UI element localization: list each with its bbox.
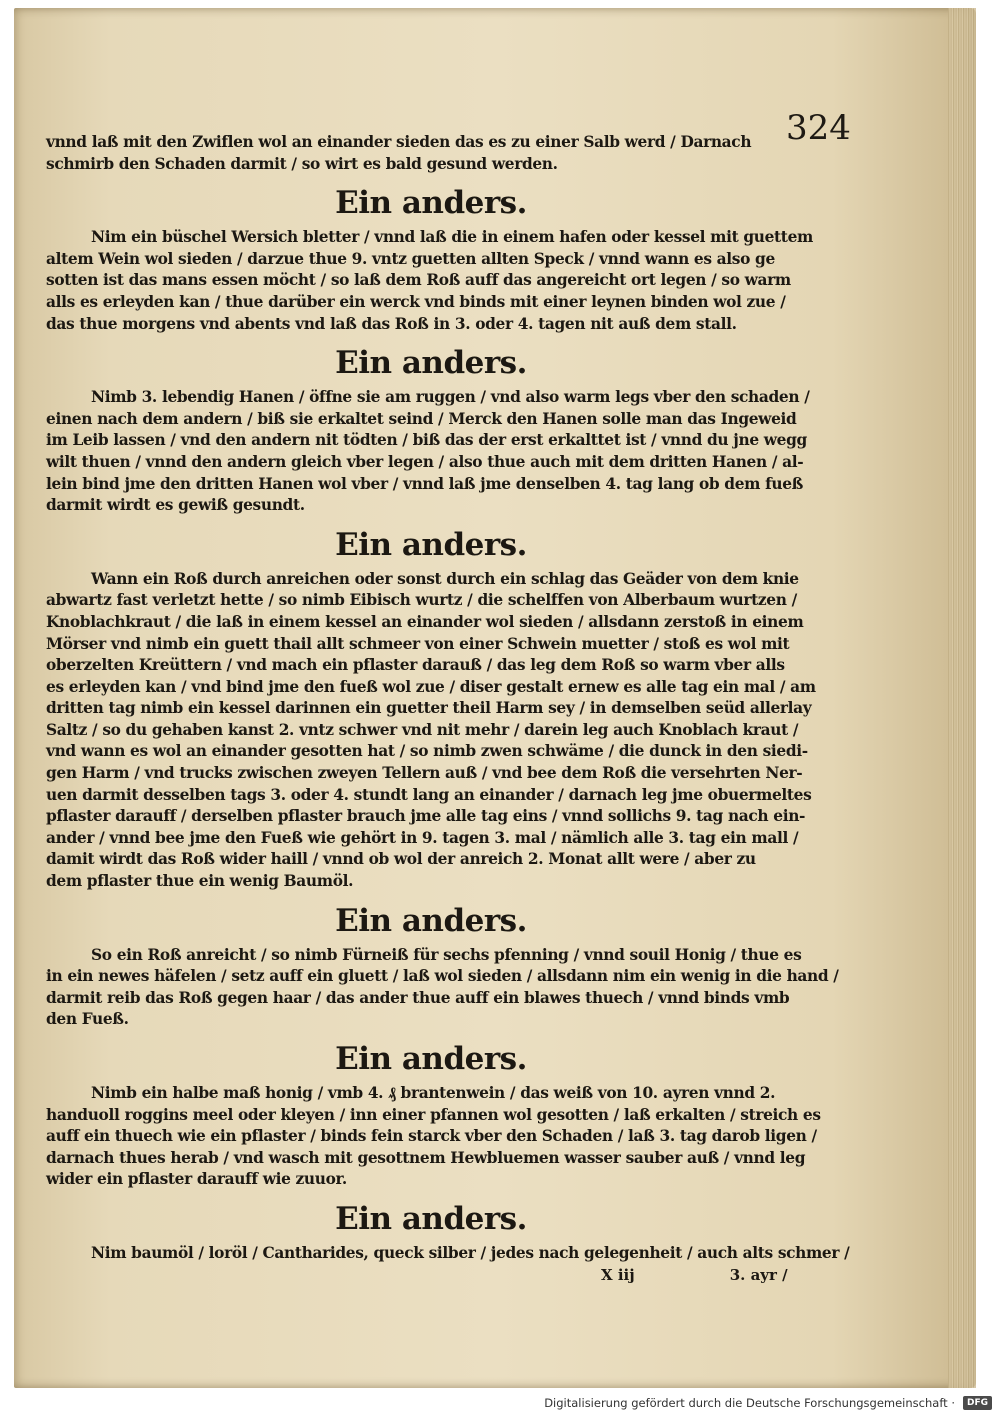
text-line: es erleyden kan / vnd bind jme den fueß wol zue / diser gestalt ernew es alle tag ein mal / am	[46, 677, 816, 696]
text-line: Wann ein Roß durch anreichen oder sonst durch ein schlag das Geäder von dem knie	[91, 569, 799, 588]
text-line: Nimb ein halbe maß honig / vmb 4. ₰ brantenwein / das weiß von 10. ayren vnnd 2.	[91, 1084, 776, 1102]
text-line: Knoblachkraut / die laß in einem kessel an einander wol sieden / allsdann zerstoß in einem	[46, 612, 804, 631]
text-line: wilt thuen / vnnd den andern gleich vber legen / also thue auch mit dem dritten Hanen / al-	[46, 452, 804, 471]
dfg-logo: DFG	[963, 1396, 992, 1410]
text-line: pflaster darauff / derselben pflaster brauch jme alle tag eins / vnnd sollichs 9. tag nach ein-	[46, 807, 806, 826]
signature-mark: X iij	[601, 1265, 635, 1284]
paragraph	[46, 1083, 821, 1191]
page-number: 324	[786, 108, 851, 148]
page-text	[46, 132, 850, 1286]
text-line: gen Harm / vnd trucks zwischen zweyen Tellern auß / vnd bee dem Roß die versehrten Ner-	[46, 764, 803, 783]
text-line: auff ein thuech wie ein pflaster / binds fein starck vber den Schaden / laß 3. tag darob ligen /	[46, 1127, 817, 1146]
text-line: schmirb den Schaden darmit / so wirt es bald gesund werden.	[46, 154, 558, 173]
text-line: dritten tag nimb ein kessel darinnen ein guetter theil Harm sey / in demselben seüd allerlay	[46, 699, 812, 718]
text-line: Nim baumöl / loröl / Cantharides, queck silber / jedes nach gelegenheit / auch alts schmer /	[91, 1243, 850, 1262]
text-line: handuoll roggins meel oder kleyen / inn einer pfannen wol gesotten / laß erkalten / streich es	[46, 1105, 821, 1124]
text-line: uen darmit desselben tags 3. oder 4. stundt lang an einander / darnach leg jme obuermeltes	[46, 785, 812, 804]
section-heading: Ein anders.	[335, 345, 527, 382]
text-line: alls es erleyden kan / thue darüber ein werck vnd binds mit einer leynen binden wol zue /	[46, 292, 786, 311]
section-heading: Ein anders.	[335, 1041, 527, 1077]
signature-line	[601, 1265, 816, 1286]
footer	[0, 1388, 1000, 1418]
text-line: vnd wann es wol an einander gesotten hat / so nimb zwen schwäme / die dunck in den siedi-	[46, 742, 808, 761]
text-line: darnach thues herab / vnd wasch mit gesottnem Hewbluemen wasser sauber auß / vnnd leg	[46, 1148, 806, 1167]
text-line: damit wirdt das Roß wider haill / vnnd ob wol der anreich 2. Monat allt were / aber zu	[46, 850, 756, 869]
footer-credit: Digitalisierung gefördert durch die Deutsche Forschungsgemeinschaft ·	[544, 1396, 955, 1410]
text-line: Mörser vnd nimb ein guett thail allt schmeer von einer Schwein muetter / stoß es wol mit	[46, 634, 790, 653]
text-line: wider ein pflaster darauff wie zuuor.	[46, 1170, 347, 1189]
paragraph	[46, 1243, 850, 1265]
section-heading: Ein anders.	[335, 185, 527, 222]
text-line: einen nach dem andern / biß sie erkaltet seind / Merck den Hanen solle man das Ingeweid	[46, 409, 797, 428]
text-line: ander / vnnd bee jme den Fueß wie gehört in 9. tagen 3. mal / nämlich alle 3. tag ein mall /	[46, 828, 799, 847]
section-heading: Ein anders.	[335, 902, 527, 939]
text-line: darmit wirdt es gewiß gesundt.	[46, 496, 305, 515]
paragraph	[46, 945, 839, 1031]
text-line: im Leib lassen / vnd den andern nit tödten / biß das der erst erkalttet ist / vnnd du jne wegg	[46, 431, 807, 450]
text-line: abwartz fast verletzt hette / so nimb Eibisch wurtz / die schelffen von Alberbaum wurtzen /	[46, 591, 797, 610]
paragraph	[46, 387, 816, 517]
text-line: altem Wein wol sieden / darzue thue 9. vntz guetten allten Speck / vnnd wann es also ge	[46, 249, 775, 268]
text-line: den Fueß.	[46, 1010, 129, 1029]
page-edge	[948, 8, 976, 1388]
text-line: Nimb 3. lebendig Hanen / öffne sie am ruggen / vnd also warm legs vber den schaden /	[91, 388, 810, 407]
paragraph	[46, 569, 816, 893]
section-heading: Ein anders.	[335, 526, 527, 563]
text-line: oberzelten Kreüttern / vnd mach ein pflaster darauß / das leg dem Roß so warm vber alls	[46, 656, 785, 675]
text-line: dem pflaster thue ein wenig Baumöl.	[46, 872, 354, 891]
text-line: darmit reib das Roß gegen haar / das ander thue auff ein blawes thuech / vnnd binds vmb	[46, 988, 790, 1007]
text-line: sotten ist das mans essen möcht / so laß dem Roß auff das angereicht ort legen / so warm	[46, 271, 791, 290]
text-line: Nim ein büschel Wersich bletter / vnnd laß die in einem hafen oder kessel mit guettem	[91, 228, 813, 247]
text-line: lein bind jme den dritten Hanen wol vber / vnnd laß jme denselben 4. tag lang ob dem fueß	[46, 474, 803, 493]
paragraph	[46, 227, 816, 335]
section-heading: Ein anders.	[335, 1200, 527, 1237]
catchword: 3. ayr /	[729, 1265, 788, 1284]
text-line: in ein newes häfelen / setz auff ein gluett / laß wol sieden / allsdann nim ein wenig in die hand /	[46, 967, 839, 986]
text-line: So ein Roß anreicht / so nimb Fürneiß für sechs pfenning / vnnd souil Honig / thue es	[91, 945, 802, 964]
text-line: das thue morgens vnd abents vnd laß das Roß in 3. oder 4. tagen nit auß dem stall.	[46, 314, 737, 333]
text-line: vnnd laß mit den Zwiflen wol an einander sieden das es zu einer Salb werd / Darnach	[46, 133, 752, 151]
text-line: Saltz / so du gehaben kanst 2. vntz schwer vnd nit mehr / darein leg auch Knoblach kraut /	[46, 720, 799, 739]
paragraph	[46, 132, 816, 175]
